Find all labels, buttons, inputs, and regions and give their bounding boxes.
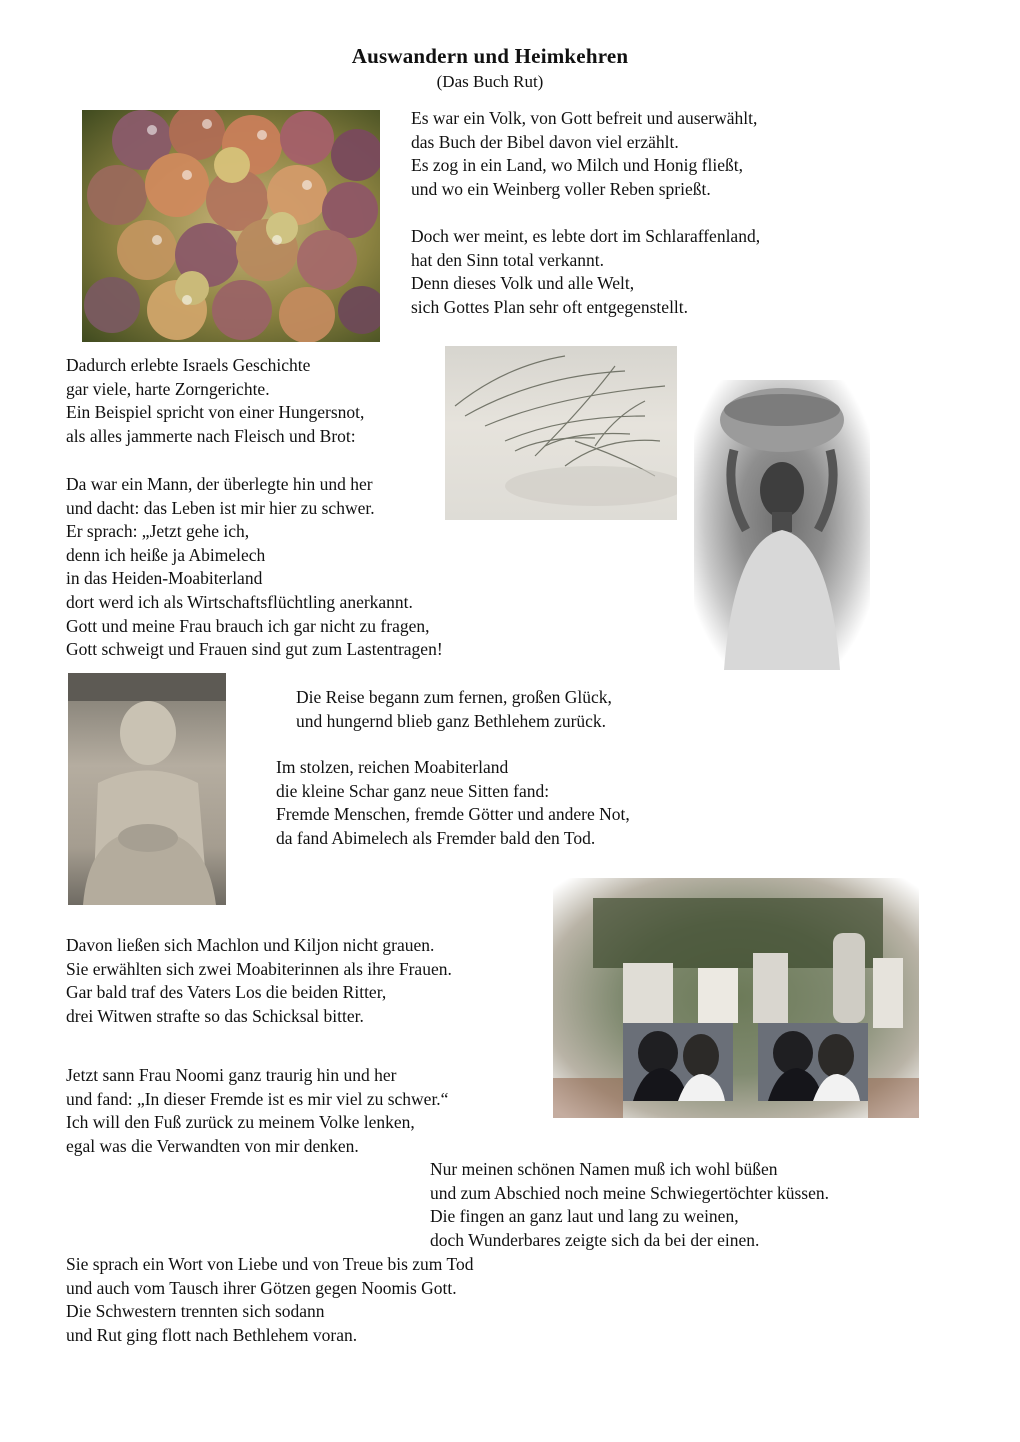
poem-line: dort werd ich als Wirtschaftsflüchtling anerkannt. (66, 591, 413, 612)
poem-line: Doch wer meint, es lebte dort im Schlaraffenland, (411, 226, 761, 246)
poem-subtitle: (Das Buch Rut) (436, 72, 544, 91)
poem-line: Jetzt sann Frau Noomi ganz traurig hin und her (66, 1065, 397, 1085)
poem-line: Die Schwestern trennten sich sodann (66, 1301, 325, 1322)
poem-line: Davon ließen sich Machlon und Kiljon nicht grauen. (66, 935, 435, 955)
poem-line: in das Heiden-Moabiterland (66, 568, 263, 589)
poem-line: Nur meinen schönen Namen muß ich wohl büßen (430, 1159, 778, 1179)
poem-line: Im stolzen, reichen Moabiterland (276, 757, 509, 777)
stanza-5 (296, 686, 612, 733)
stanza-2 (411, 225, 760, 319)
poem-line: Gott schweigt und Frauen sind gut zum Lastentragen! (66, 639, 443, 660)
stanza-6 (276, 756, 630, 850)
poem-line: und fand: „In dieser Fremde ist es mir viel zu schwer.“ (66, 1088, 449, 1109)
poem-line: gar viele, harte Zorngerichte. (66, 378, 270, 399)
poem-line: sich Gottes Plan sehr oft entgegenstellt. (411, 296, 689, 317)
poem-line: als alles jammerte nach Fleisch und Brot: (66, 425, 356, 446)
poem-line: Denn dieses Volk und alle Welt, (411, 273, 635, 294)
poem-line: denn ich heiße ja Abimelech (66, 544, 266, 565)
stanza-1 (411, 107, 757, 201)
poem-line: und dacht: das Leben ist mir hier zu schwer. (66, 497, 375, 518)
woman-with-basket-image (694, 380, 870, 670)
poem-line: Dadurch erlebte Israels Geschichte (66, 355, 311, 375)
poem-line: und zum Abschied noch meine Schwiegertöchter küssen. (430, 1182, 829, 1203)
poem-line: Die Reise begann zum fernen, großen Glück, (296, 687, 612, 707)
poem-line: egal was die Verwandten von mir denken. (66, 1135, 359, 1156)
poem-line: Gar bald traf des Vaters Los die beiden Ritter, (66, 982, 387, 1003)
poem-line: da fand Abimelech als Fremder bald den Tod. (276, 827, 596, 848)
poem-line: Da war ein Mann, der überlegte hin und her (66, 474, 373, 494)
stone-statue-image (68, 673, 226, 905)
stanza-10 (66, 1253, 473, 1347)
stanza-3 (66, 354, 364, 448)
poem-line: das Buch der Bibel davon viel erzählt. (411, 131, 679, 152)
poem-line: hat den Sinn total verkannt. (411, 249, 604, 270)
poem-line: drei Witwen strafte so das Schicksal bitter. (66, 1005, 364, 1026)
stanza-9 (430, 1158, 829, 1252)
poem-line: Fremde Menschen, fremde Götter und andere Not, (276, 804, 630, 825)
poem-line: Sie erwählten sich zwei Moabiterinnen als ihre Frauen. (66, 958, 452, 979)
poem-line: Es war ein Volk, von Gott befreit und auserwählt, (411, 108, 758, 128)
stanza-4 (66, 473, 443, 662)
stanza-7 (66, 934, 452, 1028)
poem-line: und Rut ging flott nach Bethlehem voran. (66, 1324, 358, 1345)
poem-line: Er sprach: „Jetzt gehe ich, (66, 521, 250, 542)
stanza-8 (66, 1064, 448, 1158)
poem-line: Es zog in ein Land, wo Milch und Honig fließt, (411, 155, 743, 176)
poem-line: und wo ein Weinberg voller Reben sprießt. (411, 178, 711, 199)
grapes-image (82, 110, 380, 342)
cemetery-collage-image (553, 878, 919, 1118)
poem-title: Auswandern und Heimkehren (351, 44, 629, 68)
poem-line: Gott und meine Frau brauch ich gar nicht zu fragen, (66, 615, 430, 636)
poem-line: und hungernd blieb ganz Bethlehem zurück. (296, 710, 607, 731)
poem-line: Sie sprach ein Wort von Liebe und von Treue bis zum Tod (66, 1254, 474, 1274)
poem-line: Die fingen an ganz laut und lang zu weinen, (430, 1206, 739, 1227)
poem-line: Ein Beispiel spricht von einer Hungersnot, (66, 402, 365, 423)
poem-line: die kleine Schar ganz neue Sitten fand: (276, 780, 550, 801)
poem-line: Ich will den Fuß zurück zu meinem Volke lenken, (66, 1112, 415, 1133)
poem-line: doch Wunderbares zeigte sich da bei der einen. (430, 1229, 760, 1250)
dune-grass-image (445, 346, 677, 520)
poem-line: und auch vom Tausch ihrer Götzen gegen Noomis Gott. (66, 1277, 457, 1298)
